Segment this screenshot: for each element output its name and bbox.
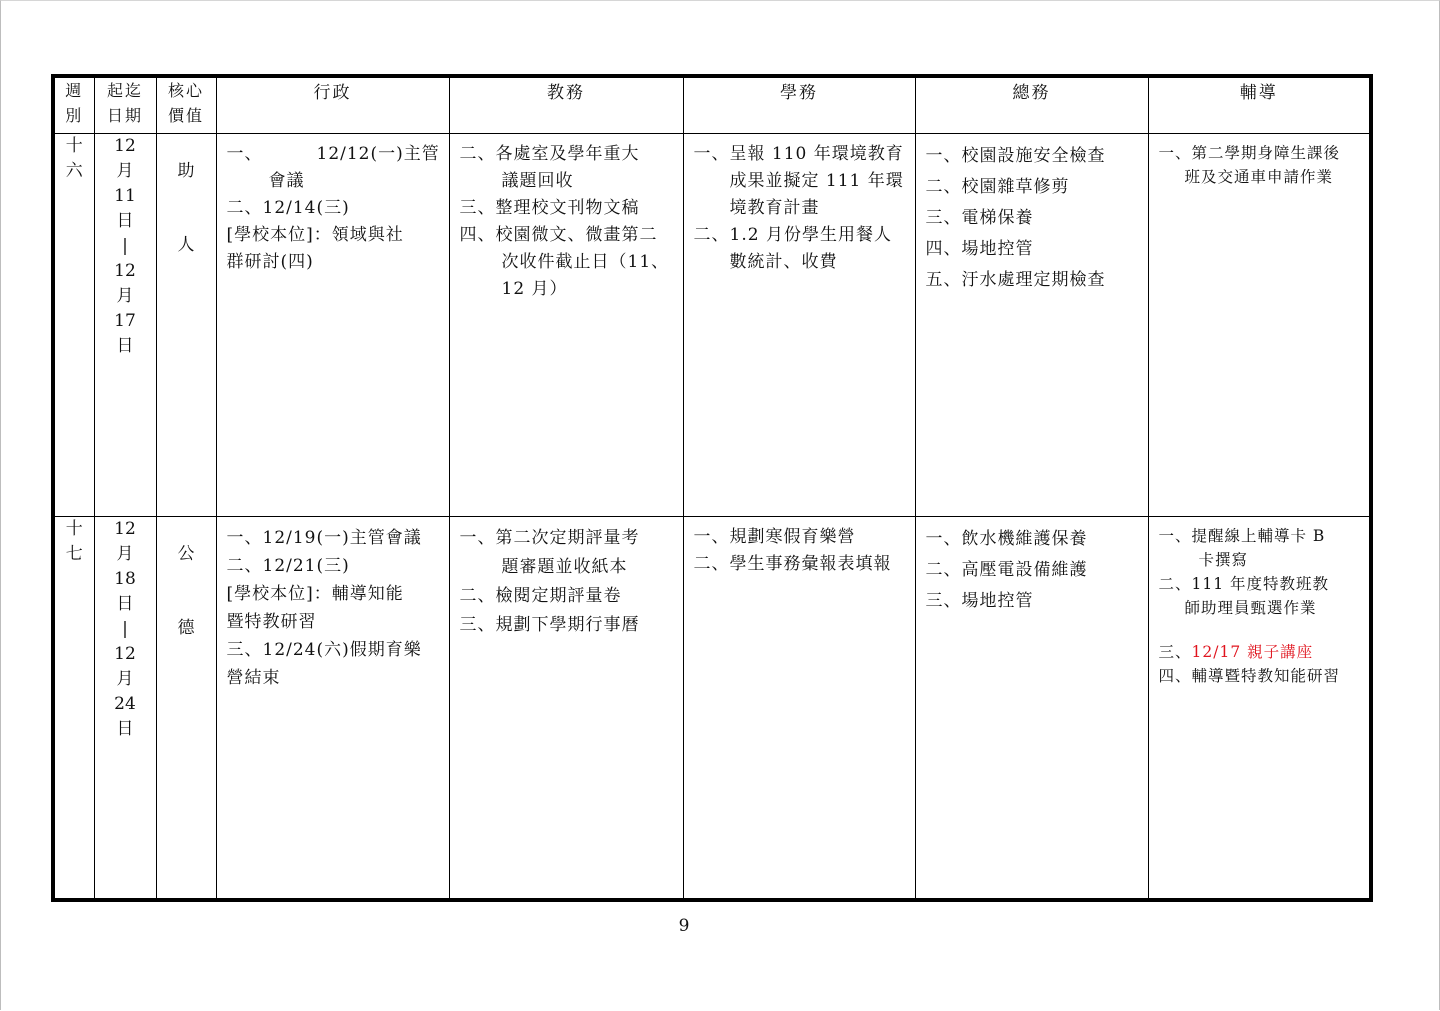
header-general-affairs: 總務 <box>915 76 1148 133</box>
student-affairs-cell: 一、呈報 110 年環境教育 成果並擬定 111 年環 境教育計畫 二、1.2 月份學生用餐人 數統計、收費 <box>683 133 915 516</box>
academic-cell: 一、第二次定期評量考 題審題並收紙本 二、檢閱定期評量卷 三、規劃下學期行事曆 <box>449 517 683 900</box>
list-item: 一、校園設施安全檢查 <box>925 145 1106 166</box>
list-item: 三、電梯保養 <box>925 207 1034 228</box>
list-item: 二、高壓電設備維護 <box>925 560 1088 581</box>
week-number-cell: 十 六 <box>53 133 94 516</box>
counseling-cell: 一、提醒線上輔導卡 B 卡撰寫 二、111 年度特教班教 師助理員甄選作業 三、12/17 親子講座 四、輔導暨特教知能研習 <box>1148 517 1371 900</box>
page-number: 9 <box>678 916 690 936</box>
academic-cell: 二、各處室及學年重大 議題回收 三、整理校文刊物文稿 四、校園微文、微畫第二 次收件截止日（11、 12 月） <box>449 133 683 516</box>
list-item: 五、汙水處理定期檢查 <box>925 269 1106 290</box>
general-affairs-cell <box>915 133 1148 516</box>
counseling-cell: 一、第二學期身障生課後 班及交通車申請作業 <box>1148 133 1371 516</box>
week-number-cell: 十 七 <box>53 517 94 900</box>
header-dates: 起迄 日期 <box>94 76 156 133</box>
admin-cell: 一、 12/12(一)主管 會議 二、12/14(三) [學校本位]：領域與社 群研討(四) <box>216 133 449 516</box>
list-item: 二、校園雜草修剪 <box>925 176 1070 197</box>
schedule-table <box>51 74 1373 902</box>
table-row <box>53 133 1371 516</box>
core-value-cell: 公 德 <box>156 517 216 900</box>
list-item: 一、規劃寒假育樂營 <box>693 527 856 548</box>
header-student-affairs: 學務 <box>683 76 915 133</box>
list-item: 二、學生事務彙報表填報 <box>693 554 892 575</box>
table-row <box>53 517 1371 900</box>
admin-cell: 一、12/19(一)主管會議 二、12/21(三) [學校本位]：輔導知能 暨特教研習 三、12/24(六)假期育樂 營結束 <box>216 517 449 900</box>
header-counseling: 輔導 <box>1148 76 1371 133</box>
list-item: 四、場地控管 <box>925 238 1034 259</box>
document-page <box>2 2 1438 1010</box>
header-week: 週 別 <box>53 76 94 133</box>
student-affairs-cell <box>683 517 915 900</box>
header-academic: 教務 <box>449 76 683 133</box>
header-admin: 行政 <box>216 76 449 133</box>
date-range-cell: 12 月 18 日 | 12 月 24 日 <box>94 517 156 900</box>
highlighted-event: 12/17 親子講座 <box>1191 643 1314 662</box>
header-core-value: 核心 價值 <box>156 76 216 133</box>
core-value-cell: 助 人 <box>156 133 216 516</box>
list-item: 三、場地控管 <box>925 591 1034 612</box>
general-affairs-cell <box>915 517 1148 900</box>
list-item: 一、飲水機維護保養 <box>925 529 1088 550</box>
date-range-cell: 12 月 11 日 | 12 月 17 日 <box>94 133 156 516</box>
header-row <box>53 76 1371 133</box>
